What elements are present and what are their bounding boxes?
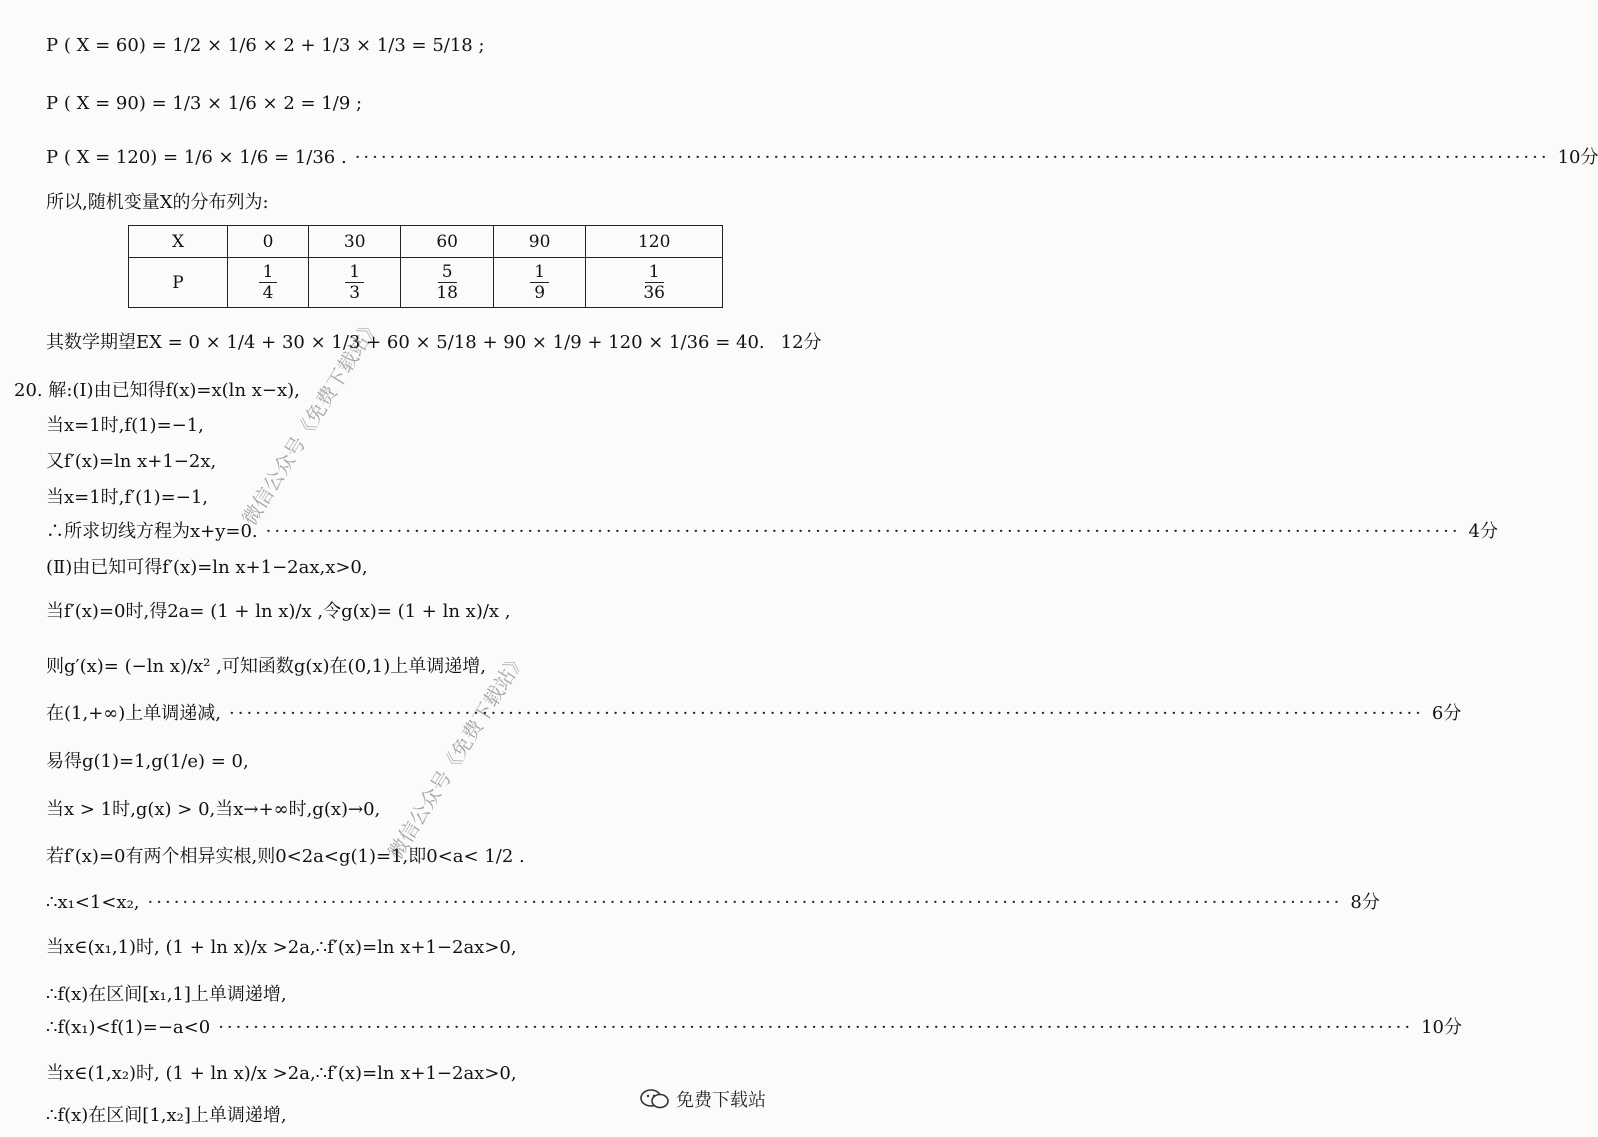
line-7: 当x=1时,f(1)=−1, xyxy=(46,415,204,436)
line-dist-intro: 所以,随机变量X的分布列为: xyxy=(46,192,269,213)
line-20: ∴f(x)在区间[x₁,1]上单调递增, xyxy=(46,984,287,1005)
line-22: 当x∈(1,x₂)时, (1 + ln x)/x >2a,∴f′(x)=ln x+1−2ax>0, xyxy=(46,1063,517,1084)
watermark-text: 微信公众号《免费下载站》 xyxy=(237,313,385,530)
watermark-text: 微信公众号《免费下载站》 xyxy=(383,647,531,864)
dot-leader: ········································································································································· xyxy=(265,521,1461,542)
line-p60: P ( X = 60) = 1/2 × 1/6 × 2 + 1/3 × 1/3 = 5/18 ; xyxy=(46,35,485,56)
line-21: ∴f(x₁)<f(1)=−a<0 ········································································································································· 10分 xyxy=(46,1017,1462,1038)
line-23: ∴f(x)在区间[1,x₂]上单调递增, xyxy=(46,1105,287,1126)
line-16: 当x > 1时,g(x) > 0,当x→+∞时,g(x)→0, xyxy=(46,799,381,820)
line-p120: P ( X = 120) = 1/6 × 1/6 = 1/36 . ········································································································································· 10分 xyxy=(46,147,1598,168)
table-cell-x: 120 xyxy=(586,226,723,258)
dot-leader: ········································································································································· xyxy=(218,1017,1414,1038)
table-header-x: X xyxy=(129,226,228,258)
table-header-p: P xyxy=(129,258,228,308)
line-expectation: 其数学期望EX = 0 × 1/4 + 30 × 1/3 + 60 × 5/18 + 90 × 1/9 + 120 × 1/36 = 40. 12分 xyxy=(46,332,822,353)
line-17: 若f′(x)=0有两个相异实根,则0<2a<g(1)=1,即0<a< 1/2 . xyxy=(46,846,525,867)
score-10b: 10分 xyxy=(1421,1017,1462,1038)
dot-leader: ········································································································································· xyxy=(354,147,1550,168)
line-8: 又f′(x)=ln x+1−2x, xyxy=(46,451,217,472)
table-cell-p: $\frac{1}{4}$ xyxy=(228,258,309,308)
line-12: 当f′(x)=0时,得2a= (1 + ln x)/x ,令g(x)= (1 + ln x)/x , xyxy=(46,601,511,622)
table-cell-x: 60 xyxy=(401,226,493,258)
dot-leader: ········································································································································· xyxy=(147,892,1343,913)
line-10: ∴所求切线方程为x+y=0. ········································································································································· 4分 xyxy=(46,521,1498,542)
line-9: 当x=1时,f′(1)=−1, xyxy=(46,487,208,508)
score-4: 4分 xyxy=(1468,521,1498,542)
table-cell-x: 0 xyxy=(228,226,309,258)
table-cell-p: $\frac{5}{18}$ xyxy=(401,258,493,308)
line-11: (Ⅱ)由已知可得f′(x)=ln x+1−2ax,x>0, xyxy=(46,557,368,578)
wechat-icon xyxy=(640,1088,670,1110)
line-15: 易得g(1)=1,g(1/e) = 0, xyxy=(46,751,249,772)
score-10: 10分 xyxy=(1557,147,1598,168)
table-cell-p: $\frac{1}{9}$ xyxy=(493,258,585,308)
line-14: 在(1,+∞)上单调递减, ········································································································································· 6分 xyxy=(46,703,1462,724)
line-19: 当x∈(x₁,1)时, (1 + ln x)/x >2a,∴f′(x)=ln x+1−2ax>0, xyxy=(46,937,517,958)
table-row-p xyxy=(129,258,723,308)
line-q20: 20. 解:(Ⅰ)由已知得f(x)=x(ln x−x), xyxy=(14,380,300,401)
badge-label: 免费下载站 xyxy=(676,1090,766,1111)
table-cell-x: 30 xyxy=(308,226,400,258)
table-cell-p: $\frac{1}{3}$ xyxy=(308,258,400,308)
score-6: 6分 xyxy=(1431,703,1462,724)
table-cell-x: 90 xyxy=(493,226,585,258)
table-row-x xyxy=(129,226,723,258)
line-p90: P ( X = 90) = 1/3 × 1/6 × 2 = 1/9 ; xyxy=(46,93,363,114)
score-8: 8分 xyxy=(1350,892,1380,913)
dot-leader: ········································································································································· xyxy=(229,703,1424,724)
score-12: 12分 xyxy=(780,332,822,353)
table-cell-p: $\frac{1}{36}$ xyxy=(586,258,723,308)
line-13: 则g′(x)= (−ln x)/x² ,可知函数g(x)在(0,1)上单调递增, xyxy=(46,656,486,677)
line-18: ∴x₁<1<x₂, ········································································································································· 8分 xyxy=(46,892,1380,913)
wechat-badge xyxy=(640,1086,766,1112)
distribution-table xyxy=(128,225,723,308)
